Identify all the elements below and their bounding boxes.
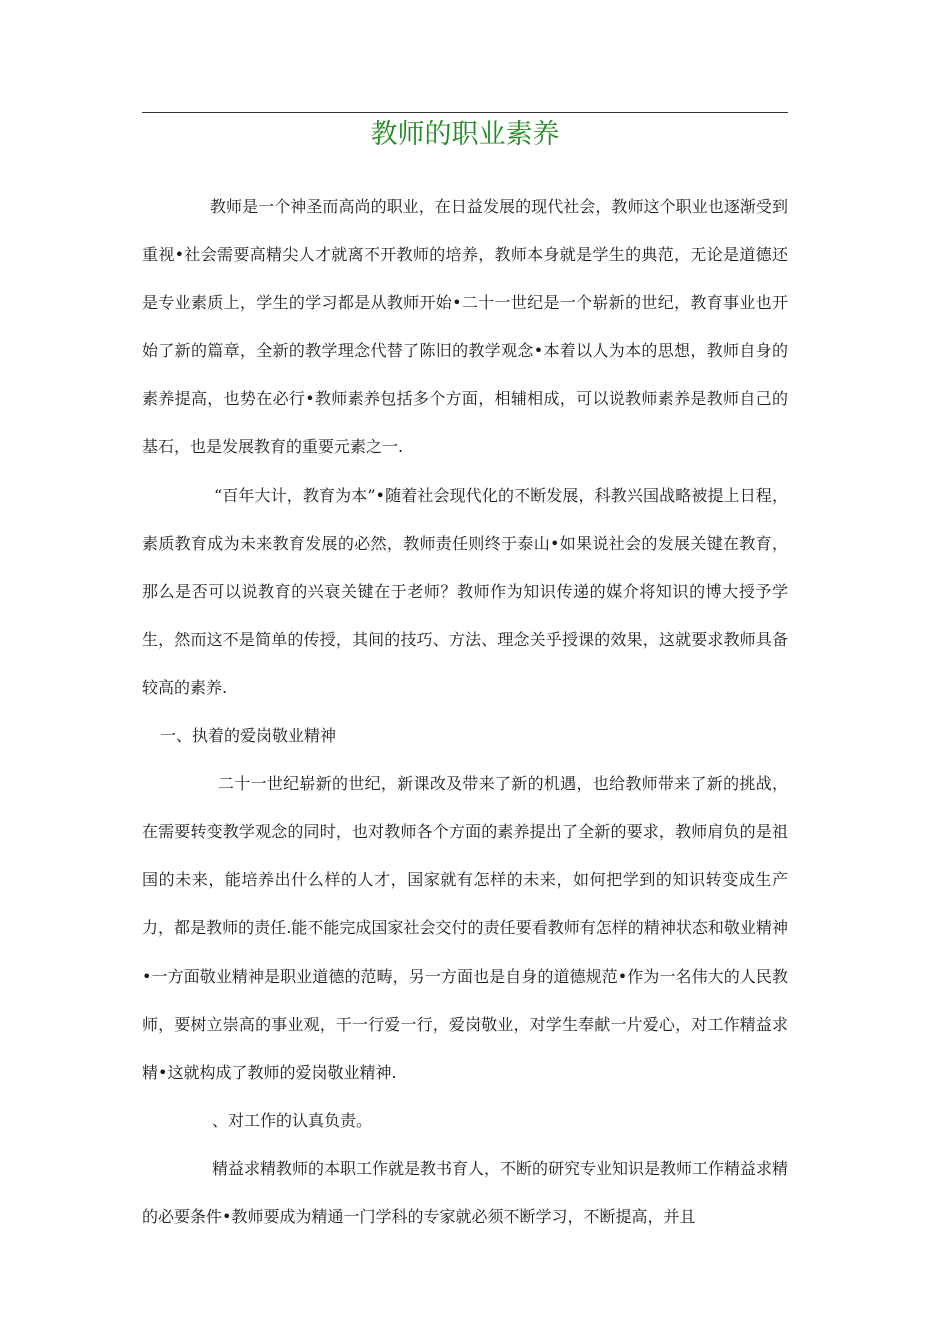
document-page xyxy=(142,0,788,1344)
subsection-heading-responsibility: 、对工作的认真负责。 xyxy=(212,1110,373,1130)
paragraph-responsibility: 精益求精教师的本职工作就是教书育人，不断的研究专业知识是教师工作精益求精的必要条件•教师要成为精通一门学科的专家就必须不断学习，不断提高，并且 xyxy=(142,1158,789,1226)
paragraph-intro: 教师是一个神圣而高尚的职业，在日益发展的现代社会，教师这个职业也逐渐受到重视•社会需要高精尖人才就离不开教师的培养，教师本身就是学生的典范，无论是道德还是专业素质上，学生的学习都是从教师开始•二十一世纪是一个崭新的世纪，教育事业也开始了新的篇章，全新的教学理念代替了陈旧的教学观念•本着以人为本的思想，教师自身的素养提高，也势在必行•教师素养包括多个方面，相辅相成，可以说教师素养是教师自己的基石，也是发展教育的重要元素之一. xyxy=(142,197,788,457)
section-heading-dedication: 一、执着的爱岗敬业精神 xyxy=(160,726,337,746)
document-body xyxy=(142,183,788,1241)
document-title: 教师的职业素养 xyxy=(370,119,560,150)
paragraph-dedication: 二十一世纪崭新的世纪，新课改及带来了新的机遇，也给教师带来了新的挑战，在需要转变教学观念的同时，也对教师各个方面的素养提出了全新的要求，教师肩负的是祖国的未来，能培养出什么样的人才，国家就有怎样的未来，如何把学到的知识转变成生产力，都是教师的责任.能不能完成国家社会交付的责任要看教师有怎样的精神状态和敬业精神•一方面敬业精神是职业道德的范畴，另一方面也是自身的道德规范•作为一名伟大的人民教师，要树立崇高的事业观，干一行爱一行，爱岗敬业，对学生奉献一片爱心，对工作精益求精•这就构成了教师的爱岗敬业精神. xyxy=(142,774,788,1082)
paragraph-education-basis: “百年大计，教育为本”•随着社会现代化的不断发展，科教兴国战略被提上日程，素质教育成为未来教育发展的必然，教师责任则终于泰山•如果说社会的发展关键在教育，那么是否可以说教育的兴衰关键在于老师？教师作为知识传递的媒介将知识的博大授予学生，然而这不是简单的传授，其间的技巧、方法、理念关乎授课的效果，这就要求教师具备较高的素养. xyxy=(142,485,788,697)
